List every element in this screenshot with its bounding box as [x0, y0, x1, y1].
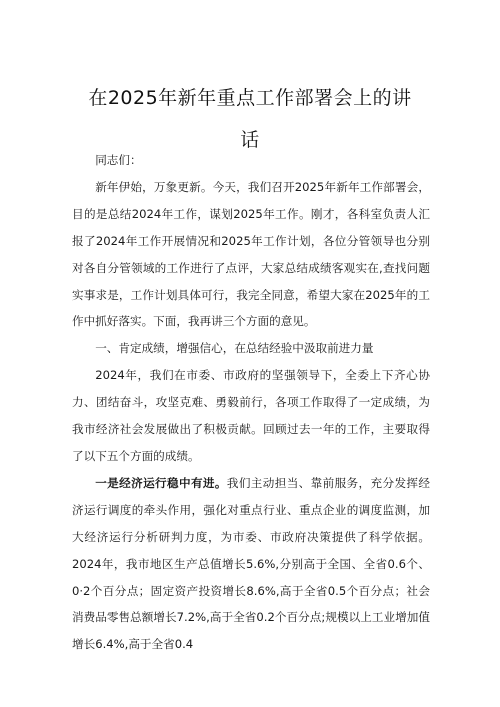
- point-paragraph: [72, 470, 430, 658]
- document-title-line-2: 话: [240, 129, 260, 151]
- document-title-line-1: 在2025年新年重点工作部署会上的讲: [88, 87, 412, 109]
- opening-paragraph: 新年伊始，万象更新。今天，我们召开2025年新年工作部署会，目的是总结2024年工作，谋划2025年工作。刚才，各科室负责人汇报了2024年工作开展情况和2025年工作计划，各位分管领导也分别对各自分管领域的工作进行了点评，大家总结成绩客观实在,查找问题实事求是，工作计划具体可行，我完全同意，希望大家在2025年的工作中抓好落实。下面，我再讲三个方面的意见。: [72, 179, 430, 329]
- point-text: 我们主动担当、靠前服务，充分发挥经济运行调度的牵头作用，强化对重点行业、重点企业的调度监测，加大经济运行分析研判力度，为市委、市政府决策提供了科学依据。2024年，我市地区生产总值增长5.6%,分别高于全国、全省0.6个、0·2个百分点；固定资产投资增长8.6%,高于全省0.5个百分点；社会消费品零售总额增长7.2%,高于全省0.2个百分点;规模以上工业增加值增长6.4%,高于全省0.4: [72, 475, 430, 652]
- point-lead: 一是经济运行稳中有进。: [95, 475, 227, 490]
- section-paragraph: 2024年，我们在市委、市政府的坚强领导下，全委上下齐心协力、团结奋斗，攻坚克难、勇毅前行，各项工作取得了一定成绩，为我市经济社会发展做出了积极贡献。回顾过去一年的工作，主要取得了以下五个方面的成绩。: [72, 368, 430, 463]
- document-body: [72, 147, 430, 658]
- section-heading: 一、肯定成绩，增强信心，在总结经验中汲取前进力量: [95, 341, 374, 356]
- salutation: 同志们：: [95, 153, 142, 167]
